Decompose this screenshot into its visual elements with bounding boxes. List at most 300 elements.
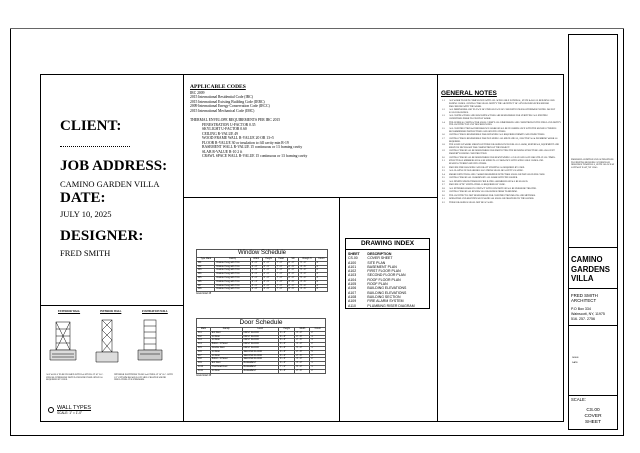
index-sheet: A100 — [348, 260, 357, 265]
table-cell: D-4 — [197, 343, 211, 347]
table-cell: 5' - 0" — [262, 269, 275, 273]
note-number: 2.1 — [442, 160, 445, 163]
general-notes — [441, 90, 561, 206]
door-col-header: Mark — [197, 328, 211, 332]
table-cell: 3' - 6" — [299, 280, 315, 284]
window-col-header: Width — [250, 258, 262, 262]
sheet-title: COVER SHEET — [584, 414, 602, 425]
table-cell: Int Door — [210, 339, 242, 343]
index-row — [346, 304, 429, 308]
table-cell: W6 — [197, 280, 215, 284]
table-cell: W2 — [197, 265, 215, 269]
table-cell: FIRST FLOOR — [242, 346, 278, 350]
table-cell: 6' - 8" — [278, 339, 294, 343]
index-description: BUILDING ELEVATIONS — [367, 286, 407, 291]
client-label: CLIENT: — [60, 118, 122, 134]
index-sheet: A103 — [348, 273, 357, 278]
code-line: IRC 2009 — [190, 90, 205, 95]
table-cell: 2' - 0" — [287, 261, 299, 265]
table-cell: 7' - 0" — [275, 276, 287, 280]
table-cell: 6' - 8" — [278, 362, 294, 366]
client-block — [60, 118, 180, 258]
table-cell: W3 — [197, 269, 215, 273]
table-cell: Double Hung with Trim — [215, 284, 250, 288]
table-cell: D-1 — [197, 331, 211, 335]
table-cell: 4 — [315, 261, 327, 265]
revision-label-date: DATE — [572, 362, 578, 364]
table-cell: 2' - 4" — [250, 280, 262, 284]
envelope-line: FLOOR R-VALUE 30 or insulation to fill cavity min R-19 — [202, 140, 289, 145]
note-item — [442, 100, 561, 108]
index-sheet: A102 — [348, 269, 357, 274]
divider-notes — [437, 74, 438, 422]
drawing-index-table — [346, 252, 429, 308]
note-text: CONTRACTOR IS RESPONSIBLE FOR OBTAINING ALL REQUIRED PERMITS AND INSPECTIONS. — [449, 134, 545, 137]
table-cell: Double Hung with Trim — [215, 288, 250, 292]
wall-types-marker-icon — [48, 407, 54, 413]
code-line: 2015 International Residential Code (IRC) — [190, 95, 253, 99]
table-cell: 7' - 0" — [278, 365, 294, 369]
table-cell: Double Hung with Trim — [215, 280, 250, 284]
table-cell: 2 — [315, 273, 327, 277]
note-item — [442, 184, 561, 187]
wall-types-scale: SCALE: 1" = 1'-0" — [57, 411, 83, 415]
wall-section-drawings — [42, 316, 182, 376]
table-cell: 7' - 0" — [275, 280, 287, 284]
table-cell: Bifold - 4 Panel — [210, 343, 242, 347]
note-number: 2.5 — [442, 177, 445, 180]
index-description: COVER SHEET — [367, 256, 393, 261]
index-description: SECOND FLOOR PLAN — [367, 273, 406, 278]
wall-type-label-2: INTERIOR WALL — [100, 310, 122, 313]
note-text: CONTRACTOR IS RESPONSIBLE FOR INCLUDING ALL MECHANICAL, ELECTRICAL & PLUMBING WORK AS REQUIRED. — [449, 137, 558, 143]
drawing-index-title: DRAWING INDEX — [346, 239, 429, 250]
note-number: 1.4 — [442, 121, 445, 124]
note-text: ALL GLAZING IN HAZARDOUS LOCATIONS SHALL BE SAFETY GLAZING. — [449, 170, 524, 173]
designer-value: FRED SMITH — [60, 248, 111, 258]
index-description: ROOF PLAN — [367, 282, 388, 287]
table-cell: 1 — [310, 362, 326, 366]
table-cell: D-2 — [197, 335, 211, 339]
table-cell: 1 — [310, 365, 326, 369]
table-cell: 5' - 0" — [262, 276, 275, 280]
table-cell: 2' - 8" — [295, 350, 310, 354]
table-cell: D-8 — [197, 358, 211, 362]
table-cell: 7' - 0" — [275, 288, 287, 292]
table-cell: 3' - 6" — [262, 280, 275, 284]
wall-types-title — [48, 405, 91, 415]
table-cell: 2 — [310, 369, 326, 373]
window-schedule-table — [196, 257, 328, 292]
divider-schedule — [339, 197, 340, 422]
index-description: BUILDING ELEVATIONS — [367, 290, 407, 295]
table-cell: Int Door — [210, 350, 242, 354]
table-cell: 5' - 0" — [299, 276, 315, 280]
job-address-label: JOB ADDRESS: — [60, 158, 168, 174]
table-cell: 2 — [315, 280, 327, 284]
table-cell: D-5 — [197, 346, 211, 350]
table-cell: 7' - 0" — [275, 273, 287, 277]
door-col-header: Height — [278, 328, 294, 332]
table-cell: W1 — [197, 261, 215, 265]
table-cell: W8 — [197, 288, 215, 292]
table-cell: 2' - 6" — [295, 354, 310, 358]
note-text: THE ARCHITECT IS NOT RESPONSIBLE FOR CONSTRUCTION MEANS AND METHODS. — [449, 194, 536, 197]
index-sheet: A108 — [348, 294, 357, 299]
table-cell: Double Hung with Trim — [215, 273, 250, 277]
table-cell: 4' - 0" — [295, 358, 310, 362]
wall-type-label-3: FOUNDATION WALL — [142, 310, 168, 313]
designer-label: DESIGNER: — [60, 228, 144, 244]
envelope-line: WOOD FRAME WALL R-VALUE 20 OR 13+5 — [202, 136, 274, 140]
table-row — [197, 288, 328, 292]
note-number: 2.7 — [442, 184, 445, 187]
architect-address-1: P.O Box 334 — [571, 307, 591, 311]
date-label: DATE: — [60, 190, 106, 206]
note-text: CONTRACTOR SHALL BE RESPONSIBLE FOR MAINTAINING A CLEAN AND SAFE JOB SITE AT ALL TIMES. — [449, 156, 556, 159]
door-schedule-total: Grand total: 25 — [196, 374, 212, 377]
table-cell: SECOND FLOOR — [242, 354, 278, 358]
note-text: SMOKE DETECTORS AND CARBON MONOXIDE DETECTORS SHALL BE INSTALLED PER CODE. — [449, 173, 546, 176]
note-number: 2.3 — [442, 170, 445, 173]
job-address: CAMINO GARDEN VILLA — [60, 179, 160, 189]
window-schedule-total: Grand total: 25 — [196, 293, 212, 296]
project-name: CAMINO GARDENS VILLA — [571, 255, 610, 283]
door-schedule-table — [196, 327, 326, 374]
table-cell: Double Hung with Trim — [215, 261, 250, 265]
door-col-header: Count — [310, 328, 326, 332]
note-number: 1.8 — [442, 144, 445, 147]
code-line: 2015 International Existing Building Code (IEBC) — [190, 99, 265, 104]
table-cell: 3' - 0" — [250, 284, 262, 288]
table-cell: 7' - 0" — [275, 284, 287, 288]
table-cell: 4' - 0" — [295, 343, 310, 347]
table-cell: FIRST FLOOR — [242, 335, 278, 339]
index-description: FIRST FLOOR PLAN — [367, 269, 401, 274]
note-item — [442, 137, 561, 144]
table-cell: 6 — [315, 269, 327, 273]
window-col-header: Type Mark — [197, 258, 215, 262]
table-cell: 2' - 6" — [295, 339, 310, 343]
table-cell: Ext Door — [210, 331, 242, 335]
table-cell: 3' - 0" — [250, 261, 262, 265]
table-cell: 3 — [315, 276, 327, 280]
table-cell: 3' - 0" — [287, 273, 299, 277]
architect-phone: 516. 257. 2756 — [571, 317, 595, 321]
table-cell: 5 — [310, 350, 326, 354]
door-col-header: Width — [295, 328, 310, 332]
table-cell: 3' - 0" — [295, 331, 310, 335]
table-cell: 2 — [315, 288, 327, 292]
divider-client — [183, 74, 184, 422]
table-cell: Int Door — [210, 335, 242, 339]
title-block-divider — [569, 288, 617, 289]
window-col-header: Height — [262, 258, 275, 262]
table-cell: D-10 — [197, 365, 211, 369]
index-sheet: CS.00 — [348, 256, 358, 261]
top-rule — [10, 28, 624, 29]
table-cell: 4 — [310, 335, 326, 339]
envelope-line: FENESTRATION U-FACTOR 0.35 — [202, 122, 256, 127]
note-number: 1.6 — [442, 134, 445, 137]
envelope-line: SKYLIGHT U-FACTOR 0.60 — [202, 127, 247, 131]
table-cell: SECOND FLOOR — [242, 350, 278, 354]
note-text: ALL DIMENSIONS ARE TO FACE OF STUD OR FACE OF CONCRETE UNLESS OTHERWISE NOTED. DO NOT SCALE DRAWINGS. — [449, 109, 556, 114]
table-cell: 4' - 0" — [299, 273, 315, 277]
note-number: 2.9 — [442, 191, 445, 194]
door-col-header: Family — [210, 328, 242, 332]
note-number: 1.3 — [442, 115, 445, 118]
table-cell: 4 — [315, 284, 327, 288]
note-item — [442, 201, 561, 205]
table-cell: W5 — [197, 276, 215, 280]
table-cell: 2 — [310, 331, 326, 335]
index-description: BASEMENT PLAN — [367, 264, 397, 269]
note-item — [442, 150, 561, 156]
revision-label-issue: ISSUE — [572, 357, 579, 359]
wall-type-note-left: ALL WALLS TO BE FRAMED WITH 2x6 STUDS AT 16" O.C. UNLESS OTHERWISE NOTED. PROVIDE INSULATION AS REQUIRED BY CODE. — [46, 374, 104, 382]
sheet-number: CS.00 — [586, 408, 600, 413]
note-number: 3.2 — [442, 201, 445, 204]
table-cell: 5' - 0" — [299, 261, 315, 265]
envelope-line: SLAB R-VALUE R-10 2 ft — [202, 149, 243, 154]
codes-title: APPLICABLE CODES — [190, 84, 246, 90]
note-item — [442, 134, 561, 137]
table-cell: W4 — [197, 273, 215, 277]
note-text: CONTRACTOR SHALL COORDINATE ALL WORK WITH THE OWNER. — [449, 177, 518, 180]
door-schedule — [196, 318, 326, 378]
table-cell: 6' - 8" — [278, 358, 294, 362]
table-cell: 2' - 6" — [287, 265, 299, 269]
note-number: 2.6 — [442, 180, 445, 183]
index-sheet: A109 — [348, 299, 357, 304]
index-sheet: A105 — [348, 282, 357, 287]
table-cell: FIRST FLOOR — [242, 331, 278, 335]
window-col-header: Sill — [287, 258, 299, 262]
general-notes-list — [441, 100, 561, 205]
note-text: THE GENERAL CONTRACTOR SHALL VERIFY ALL DIMENSIONS AND CONDITIONS IN THE FIELD AND NOTIFY THE ARCHITECT OF ANY DISCREPANCIES. — [449, 121, 561, 127]
window-col-header: Head — [275, 258, 287, 262]
table-cell: BASEMENT — [242, 365, 278, 369]
architect-name: FRED SMITH ARCHITECT — [571, 293, 598, 304]
table-cell: FIRST FLOOR — [242, 343, 278, 347]
index-sheet: A104 — [348, 277, 357, 282]
table-cell: 2 — [315, 265, 327, 269]
window-schedule — [196, 249, 328, 296]
note-text: STRUCTURAL MEMBERS SHALL BE SIZED IN ACCORDANCE WITH APPLICABLE CODES AND MANUFACTURER'S SPECIFICATIONS. — [449, 160, 544, 165]
note-number: 1.1 — [442, 100, 445, 102]
index-description: FIRE ALARM SYSTEM — [367, 299, 404, 304]
window-col-header: Rough H — [299, 258, 315, 262]
table-cell: Overhead Door — [210, 365, 242, 369]
table-cell: 4' - 6" — [262, 288, 275, 292]
table-cell: 4' - 6" — [299, 265, 315, 269]
wall-type-note-mid: INTERIOR PARTITIONS TO BE 2x4 STUDS AT 16" O.C. WITH 1/2" GYPSUM BOARD EACH SIDE. PROVIDE SOUND INSULATION AT BATHROOMS. — [114, 374, 173, 382]
table-cell: D-7 — [197, 354, 211, 358]
door-schedule-title: Door Schedule — [196, 318, 326, 327]
note-item — [442, 177, 561, 180]
table-cell: 9' - 0" — [295, 365, 310, 369]
table-cell: Double Hung with Trim — [215, 269, 250, 273]
note-item — [442, 156, 561, 160]
note-text: ALL WORK TO BE IN COMPLIANCE WITH ALL APPLICABLE NATIONAL, STATE & LOCAL BUILDING AND ZONING CODES. CONTRACTOR SHALL NOTIFY THE ARCHITECT OF ANY DISCREPANCIES BEFORE PROCEEDING WITH THE WORK. — [449, 100, 555, 108]
index-sheet: A106 — [348, 286, 357, 291]
table-cell: D-9 — [197, 362, 211, 366]
note-text: ALL PENETRATIONS THROUGH FIRE RATED ASSEMBLIES SHALL BE SEALED. — [449, 180, 528, 183]
note-number: 2.0 — [442, 156, 445, 159]
divider-codes — [183, 197, 437, 198]
table-cell: 2' - 8" — [295, 335, 310, 339]
table-cell: 4' - 6" — [262, 265, 275, 269]
code-line: 2009 International Energy Conservation Code (IECC) — [190, 104, 270, 108]
table-cell: Double Door — [210, 346, 242, 350]
table-cell: 7' - 0" — [275, 265, 287, 269]
title-block-stamp: PROPOSED ADDITION AND ALTERATIONS TO EXISTING BUILDING AT HERITAGE HOLDINGS TOWNHALL, SUITE 100 OCEAN GATEWAY EAST, NY 12345 — [571, 159, 615, 170]
title-block-divider — [569, 247, 617, 248]
table-cell: 3' - 0" — [295, 362, 310, 366]
table-cell: 4' - 6" — [299, 288, 315, 292]
note-number: 3.0 — [442, 194, 445, 197]
index-sheet: A107 — [348, 290, 357, 295]
table-cell: 2' - 8" — [250, 265, 262, 269]
architect-address-2: Wainscott, NY, 11975 — [571, 312, 605, 316]
table-cell: FIRST FLOOR — [242, 339, 278, 343]
index-sheet: A101 — [348, 264, 357, 269]
table-cell: 2' - 6" — [287, 288, 299, 292]
code-line: 2015 International Mechanical Code (IMC) — [190, 108, 255, 113]
note-item — [442, 170, 561, 173]
table-cell: Int Door — [210, 354, 242, 358]
note-text: ALL EXTERIOR WOOD IN CONTACT WITH CONCRETE SHALL BE PRESSURE TREATED. — [449, 187, 537, 190]
table-cell: 2 — [310, 354, 326, 358]
table-cell: 3' - 6" — [287, 280, 299, 284]
table-cell: 6' - 8" — [278, 354, 294, 358]
note-text: PROVIDE ATTIC VENTILATION AS REQUIRED BY CODE. — [449, 184, 506, 187]
index-col-description: DESCRIPTION — [367, 252, 392, 256]
table-cell: 1 — [310, 346, 326, 350]
index-col-sheet: SHEET — [348, 252, 360, 256]
table-cell: 2' - 0" — [287, 276, 299, 280]
note-number: 1.7 — [442, 137, 445, 140]
envelope-line: BASEMENT WALL R-VALUE 15 continuous or 13 framing cavity — [202, 145, 303, 149]
window-col-header: Count — [315, 258, 327, 262]
client-underline — [60, 146, 130, 147]
table-cell: 7' - 0" — [275, 269, 287, 273]
wall-section-exterior — [50, 322, 76, 360]
note-item — [442, 144, 561, 150]
window-col-header: Family — [215, 258, 250, 262]
index-description: SITE PLAN — [367, 260, 386, 265]
note-number: 2.4 — [442, 173, 445, 176]
note-text: ALL CONTRACTORS AND SUBCONTRACTORS ARE RESPONSIBLE FOR VERIFYING ALL EXISTING CONDITIONS PRIOR TO START OF WORK. — [449, 115, 548, 121]
drawing-index — [345, 238, 430, 309]
table-cell: Bifold - 4 Panel — [210, 358, 242, 362]
date-value: JULY 10, 2025 — [60, 209, 112, 219]
note-number: 2.2 — [442, 166, 445, 169]
envelope-line: CRAWL SPACE WALL R-VALUE 15 continuous or 13 framing cavity — [202, 154, 308, 158]
note-number: 2.8 — [442, 187, 445, 190]
table-cell: 5' - 0" — [299, 269, 315, 273]
wall-section-foundation — [138, 320, 162, 360]
note-text: THESE DRAWINGS SHALL NOT BE SCALED. — [449, 201, 494, 204]
index-description: ROOF FLOOR PLAN — [367, 277, 401, 282]
table-cell: 5' - 0" — [262, 261, 275, 265]
table-cell: BASEMENT — [242, 369, 278, 373]
wall-types-heading: WALL TYPES — [57, 405, 92, 411]
applicable-codes — [190, 84, 430, 159]
table-cell: 6' - 8" — [278, 346, 294, 350]
table-cell: BASEMENT — [242, 362, 278, 366]
wall-types-block — [42, 306, 182, 421]
table-cell: D-11 — [197, 369, 211, 373]
note-item — [442, 109, 561, 115]
note-number: 3.1 — [442, 198, 445, 201]
note-text: PROVIDE FIRE BLOCKING AND DRAFT STOPPING AS REQUIRED BY CODE. — [449, 166, 525, 169]
table-cell: Double Hung with Trim — [215, 265, 250, 269]
note-item — [442, 115, 561, 121]
note-text: ALL CONSTRUCTION & PERFORMANCE WORK SHALL BE IN COMPLIANCE WITH THE MANUFACTURER'S RECOMMENDED INSTRUCTIONS AND SPECIFICATIONS. — [449, 127, 557, 133]
wall-section-interior — [96, 320, 118, 362]
note-text: CONTRACTOR SHALL REVIEW ALL DRAWINGS PRIOR TO BIDDING. — [449, 191, 518, 194]
note-number: 1.9 — [442, 150, 445, 153]
table-cell: 3' - 0" — [250, 269, 262, 273]
table-cell: 5' - 0" — [299, 284, 315, 288]
table-cell: 3' - 0" — [250, 276, 262, 280]
table-cell: 6' - 8" — [278, 369, 294, 373]
note-item — [442, 160, 561, 166]
table-cell: 2' - 8" — [295, 369, 310, 373]
general-notes-title: GENERAL NOTES — [441, 90, 497, 97]
note-text: CONTRACTOR SHALL BE RESPONSIBLE FOR PROTECTING THE BUILDING STRUCTURE AND ADJACENT PROPERTY DURING CONSTRUCTION. — [449, 150, 555, 156]
table-cell: Ext Door — [210, 362, 242, 366]
table-cell: 2' - 8" — [250, 288, 262, 292]
table-cell: 5' - 0" — [262, 284, 275, 288]
index-sheet: A110 — [348, 303, 356, 308]
title-block-divider — [569, 325, 617, 326]
note-number: 1.5 — [442, 127, 445, 130]
scale-label: SCALE: — [571, 397, 586, 402]
window-schedule-title: Window Schedule — [196, 249, 328, 257]
note-text: THE SCOPE OF WORK SHOWN ON THESE DRAWINGS INCLUDES ALL LABOR, MATERIALS, EQUIPMENT AND SERVICES NECESSARY FOR COMPLETION OF THE PROJECT. — [449, 144, 560, 149]
index-description: PLUMBING RISER DIAGRAM — [367, 303, 415, 308]
note-item — [442, 121, 561, 128]
table-cell: 2 — [310, 358, 326, 362]
title-block-divider — [569, 395, 617, 396]
table-cell: 6' - 8" — [278, 343, 294, 347]
note-item — [442, 191, 561, 194]
table-cell: 6' - 8" — [278, 350, 294, 354]
table-cell: Int Door — [210, 369, 242, 373]
table-cell: W7 — [197, 284, 215, 288]
table-cell: 2' - 0" — [287, 284, 299, 288]
note-item — [442, 198, 561, 201]
table-cell: Double Hung with Trim — [215, 276, 250, 280]
note-number: 1.2 — [442, 109, 445, 112]
table-cell: 3 — [310, 339, 326, 343]
envelope-title: THERMAL ENVELOPE REQUIREMENTS PER IRC 2015 — [190, 118, 281, 122]
table-cell: 6' - 8" — [278, 331, 294, 335]
table-cell: 2' - 0" — [287, 269, 299, 273]
index-description: BUILDING SECTION — [367, 294, 401, 299]
title-block — [568, 34, 618, 430]
table-cell: D-6 — [197, 350, 211, 354]
wall-type-label-1: EXTERIOR WALL — [58, 310, 81, 313]
table-cell: D-3 — [197, 339, 211, 343]
table-cell: 6' - 8" — [278, 335, 294, 339]
door-col-header: Level — [242, 328, 278, 332]
envelope-line: CEILING R-VALUE 49 — [202, 131, 238, 136]
table-cell: 4' - 0" — [262, 273, 275, 277]
